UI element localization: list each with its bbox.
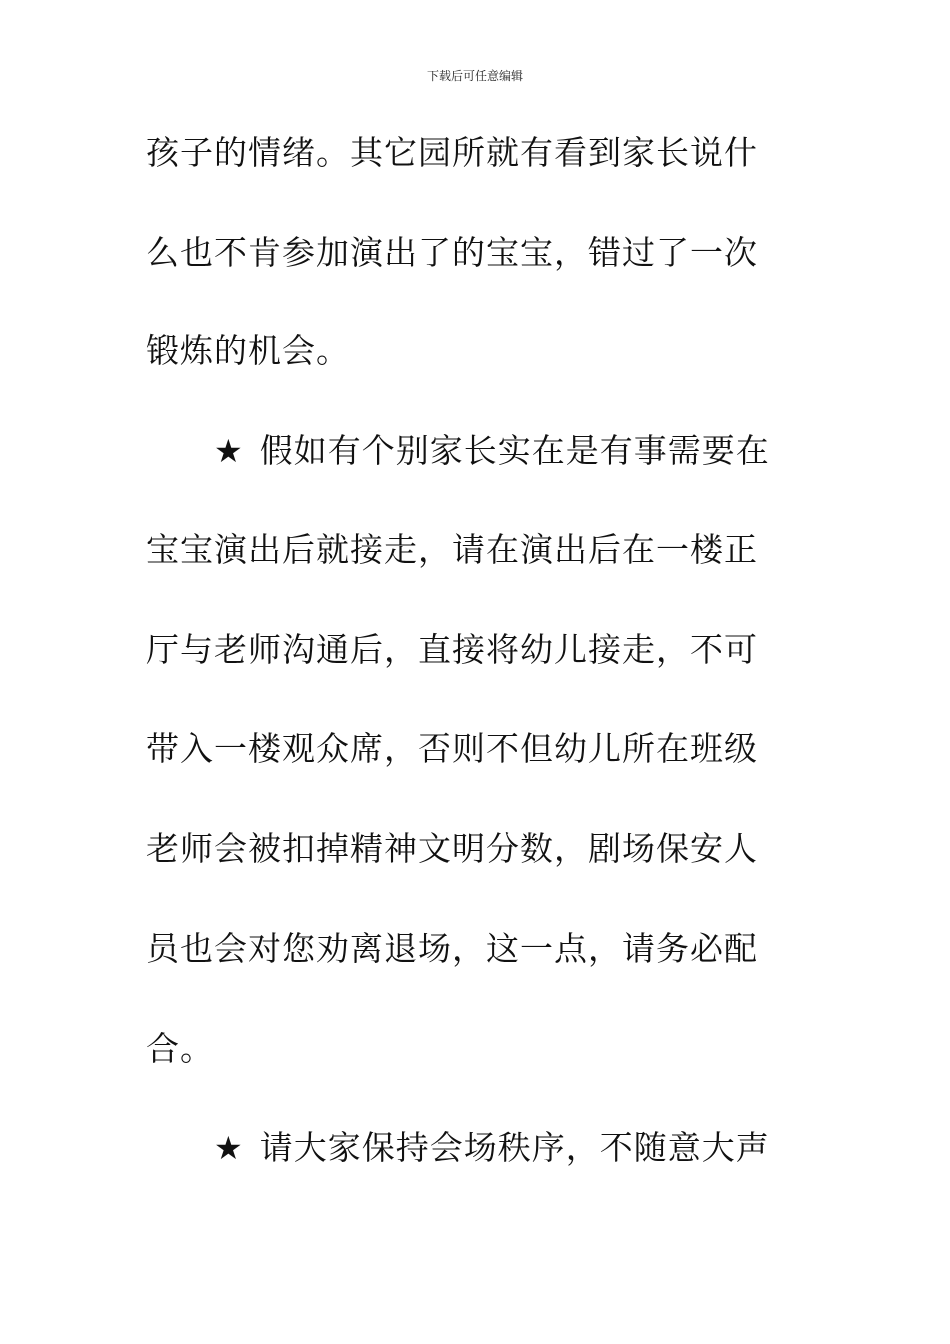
- text-line: 宝宝演出后就接走，请在演出后在一楼正: [146, 530, 758, 569]
- text-line: 孩子的情绪。其它园所就有看到家长说什: [146, 133, 758, 172]
- bullet-line: [214, 1118, 770, 1178]
- star-bullet-icon: ★: [214, 432, 244, 470]
- text-line: 厅与老师沟通后，直接将幼儿接走，不可: [146, 630, 758, 669]
- text-line: 带入一楼观众席，否则不但幼儿所在班级: [146, 729, 758, 768]
- page-header-note: 下载后可任意编辑: [426, 69, 523, 83]
- text-line: 老师会被扣掉精神文明分数，剧场保安人: [146, 829, 758, 868]
- text-line: 合。: [146, 1029, 214, 1068]
- text-line: 么也不肯参加演出了的宝宝，错过了一次: [146, 233, 758, 272]
- bullet-line: [214, 421, 770, 481]
- star-bullet-icon: ★: [214, 1129, 244, 1167]
- text-line: 员也会对您劝离退场，这一点，请务必配: [146, 929, 758, 968]
- text-line: 假如有个别家长实在是有事需要在: [259, 431, 770, 470]
- text-line: 锻炼的机会。: [146, 331, 350, 370]
- text-line: 请大家保持会场秩序，不随意大声: [259, 1128, 770, 1167]
